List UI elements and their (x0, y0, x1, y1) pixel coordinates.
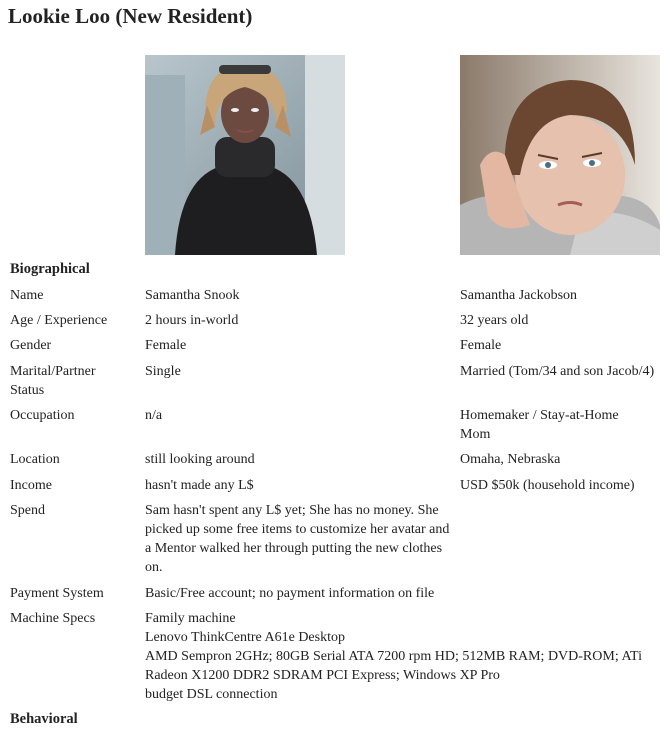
avatar-value-occupation: n/a (145, 408, 163, 423)
real-value-gender: Female (460, 338, 502, 353)
row-label-age: Age / Experience (10, 313, 108, 328)
real-value-age: 32 years old (460, 313, 529, 328)
avatar-value-name: Samantha Snook (145, 288, 240, 303)
avatar-value-payment-system: Basic/Free account; no payment information on file (145, 586, 435, 601)
real-value-marital-status: Married (Tom/34 and son Jacob/4) (460, 364, 655, 379)
row-label-gender: Gender (10, 338, 52, 353)
real-value-occupation: Homemaker / Stay-at-Home Mom (460, 408, 619, 442)
row-label-spend: Spend (10, 503, 45, 518)
row-label-location: Location (10, 452, 60, 467)
avatar-value-location: still looking around (145, 452, 255, 467)
row-label-machine-specs: Machine Specs (10, 611, 96, 626)
row-label-name: Name (10, 288, 44, 303)
real-value-income: USD $50k (household income) (460, 478, 635, 493)
person-photo (460, 55, 660, 255)
section-heading-biographical: Biographical (10, 261, 90, 277)
row-label-income: Income (10, 478, 52, 493)
row-label-occupation: Occupation (10, 408, 75, 423)
avatar-value-income: hasn't made any L$ (145, 478, 254, 493)
avatar-value-machine-specs: Family machine Lenovo ThinkCentre A61e Desktop AMD Sempron 2GHz; 80GB Serial ATA 7200 rpm HD; 512MB RAM; DVD-ROM; ATi Radeon X1200 DDR2 SDRAM PCI Express; Windows XP Pro budget DSL connection (145, 611, 642, 702)
avatar-value-age: 2 hours in-world (145, 313, 239, 328)
section-heading-behavioral: Behavioral (10, 711, 78, 727)
page-title: Lookie Loo (New Resident) (8, 4, 253, 28)
row-label-marital-status: Marital/Partner Status (10, 364, 96, 398)
avatar-value-spend: Sam hasn't spent any L$ yet; She has no money. She picked up some free items to customize her avatar and a Mentor walked her through putting the new clothes on. (145, 503, 450, 575)
avatar-value-marital-status: Single (145, 364, 181, 379)
row-label-payment-system: Payment System (10, 586, 104, 601)
real-value-location: Omaha, Nebraska (460, 452, 561, 467)
avatar-photo (145, 55, 345, 255)
avatar-value-gender: Female (145, 338, 187, 353)
real-value-name: Samantha Jackobson (460, 288, 578, 303)
